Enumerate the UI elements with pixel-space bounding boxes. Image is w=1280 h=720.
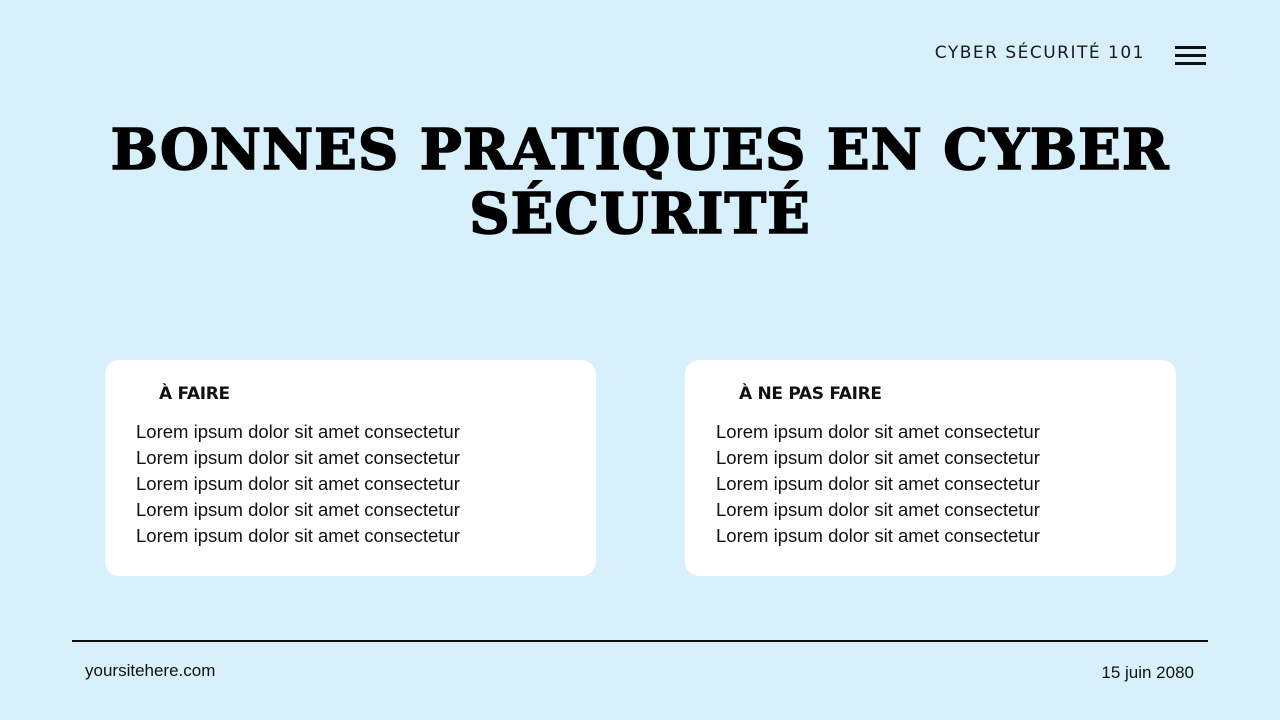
do-card-list: [136, 419, 460, 549]
list-item: Lorem ipsum dolor sit amet consectetur: [716, 473, 1040, 494]
list-item: Lorem ipsum dolor sit amet consectetur: [716, 421, 1040, 442]
page-title-line-2: SÉCURITÉ: [469, 181, 811, 247]
footer-divider: [72, 640, 1208, 642]
hamburger-menu-icon[interactable]: [1175, 44, 1208, 68]
dont-card-list: [716, 419, 1040, 549]
list-item: Lorem ipsum dolor sit amet consectetur: [716, 499, 1040, 520]
list-item: Lorem ipsum dolor sit amet consectetur: [136, 525, 460, 546]
list-item: Lorem ipsum dolor sit amet consectetur: [716, 525, 1040, 546]
do-card-heading: À FAIRE: [159, 384, 230, 404]
menu-bar-middle: [1175, 54, 1206, 57]
list-item: Lorem ipsum dolor sit amet consectetur: [136, 447, 460, 468]
dont-card-heading: À NE PAS FAIRE: [739, 384, 882, 404]
list-item: Lorem ipsum dolor sit amet consectetur: [716, 447, 1040, 468]
dont-card: [685, 360, 1176, 576]
brand-label: CYBER SÉCURITÉ 101: [934, 43, 1145, 63]
do-card: [105, 360, 596, 576]
list-item: Lorem ipsum dolor sit amet consectetur: [136, 473, 460, 494]
list-item: Lorem ipsum dolor sit amet consectetur: [136, 421, 460, 442]
footer-website-link[interactable]: yoursitehere.com: [85, 661, 216, 680]
menu-bar-top: [1175, 46, 1206, 49]
list-item: Lorem ipsum dolor sit amet consectetur: [136, 499, 460, 520]
footer-date: 15 juin 2080: [1101, 663, 1194, 682]
menu-bar-bottom: [1175, 62, 1206, 65]
page-title: [0, 118, 1280, 246]
page-title-line-1: BONNES PRATIQUES EN CYBER: [110, 117, 1170, 183]
